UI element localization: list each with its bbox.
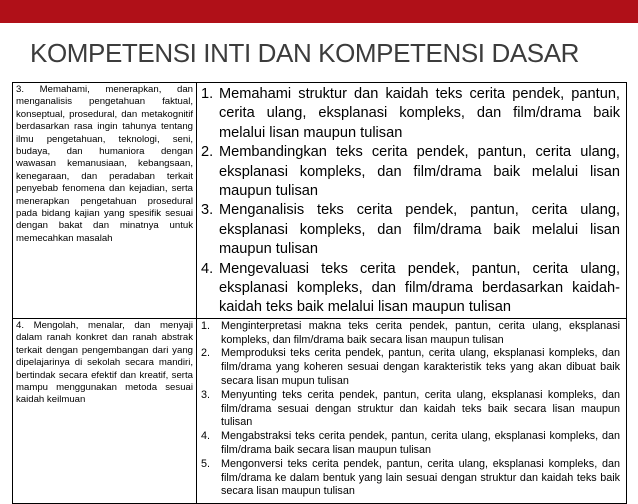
- item-text: Mengevaluasi teks cerita pendek, pantun, cerita ulang, eksplanasi kompleks, dan film/drama berdasarkan kaidah-kaidah teks baik melalui lisan maupun tulisan: [219, 260, 620, 316]
- item-text: Menganalisis teks cerita pendek, pantun, cerita ulang, eksplanasi kompleks, dan film/drama baik melalui lisan maupun tulisan: [219, 202, 620, 258]
- item-text: Menyunting teks cerita pendek, pantun, cerita ulang, eksplanasi kompleks, dan film/drama sesuai dengan struktur dan kaidah teks baik secara lisan maupun tulisan: [221, 388, 620, 429]
- item-text: Memahami struktur dan kaidah teks cerita pendek, pantun, cerita ulang, eksplanasi kompleks, dan film/drama baik melalui lisan maupun tulisan: [219, 86, 620, 141]
- item-number: 5.: [201, 457, 211, 470]
- core-competency-text: 3. Memahami, menerapkan, dan menganalisis pengetahuan faktual, konseptual, prosedural, dan metakognitif berdasarkan rasa ingin tahunya tentang ilmu pengetahuan, teknologi, seni, budaya, dan humaniora dengan wawasan kemanusiaan, kebangsaan, kenegaraan, dan peradaban terkait penyebab fenomena dan kejadian, serta menerapkan pengetahuan prosedural pada bidang kajian yang spesifik sesuai dengan bakat dan minatnya untuk memecahkan masalah: [16, 84, 193, 244]
- item-text: Mengabstraksi teks cerita pendek, pantun, cerita ulang, eksplanasi kompleks, dan film/drama baik secara lisan maupun tulisan: [221, 430, 620, 457]
- item-number: 1.: [201, 86, 214, 102]
- core-competency-text: 4. Mengolah, menalar, dan menyaji dalam ranah konkret dan ranah abstrak terkait dengan pengembangan dari yang dipelajarinya di sekolah secara mandiri, bertindak secara efektif dan kreatif, serta mampu menggunakan metoda sesuai kaidah keilmuan: [16, 319, 193, 406]
- item-number: 4.: [201, 260, 214, 277]
- competency-table: [12, 82, 627, 504]
- item-text: Memproduksi teks cerita pendek, pantun, cerita ulang, eksplanasi kompleks, dan film/drama yang koheren sesuai dengan karakteristik teks yang akan dibuat baik secara lisan mupun tulisan: [221, 347, 620, 388]
- list-item: [201, 143, 620, 201]
- core-competency-cell: [13, 83, 197, 319]
- list-item: [201, 201, 620, 259]
- item-number: 4.: [201, 430, 211, 443]
- basic-competency-cell: [197, 83, 627, 319]
- list-item: [201, 85, 620, 143]
- list-item: [201, 260, 620, 318]
- header-accent-bar: [0, 0, 638, 23]
- slide-title: KOMPETENSI INTI DAN KOMPETENSI DASAR: [30, 38, 580, 68]
- list-item: [201, 458, 620, 499]
- basic-competency-list: [197, 83, 626, 318]
- table-row: [13, 83, 627, 319]
- item-number: 2.: [201, 347, 211, 360]
- item-number: 3.: [201, 202, 214, 219]
- list-item: [201, 347, 620, 388]
- item-text: Membandingkan teks cerita pendek, pantun, cerita ulang, eksplanasi kompleks, dan film/drama baik melalui lisan maupun tulisan: [219, 144, 620, 200]
- item-text: Mengonversi teks cerita pendek, pantun, cerita ulang, eksplanasi kompleks, dan film/drama ke dalam bentuk yang lain sesuai dengan struktur dan kaidah teks baik secara lisan maupun tulisan: [221, 457, 620, 498]
- list-item: [201, 389, 620, 430]
- basic-competency-list: [197, 319, 626, 499]
- core-competency-cell: [13, 318, 197, 503]
- item-number: 3.: [201, 388, 211, 401]
- basic-competency-cell: [197, 318, 627, 503]
- table-row: [13, 318, 627, 503]
- item-number: 1.: [201, 319, 211, 332]
- list-item: [201, 320, 620, 348]
- item-text: Menginterpretasi makna teks cerita pendek, pantun, cerita ulang, eksplanasi kompleks, dan film/drama baik secara lisan maupun tulisan: [221, 319, 620, 346]
- list-item: [201, 430, 620, 458]
- item-number: 2.: [201, 144, 214, 161]
